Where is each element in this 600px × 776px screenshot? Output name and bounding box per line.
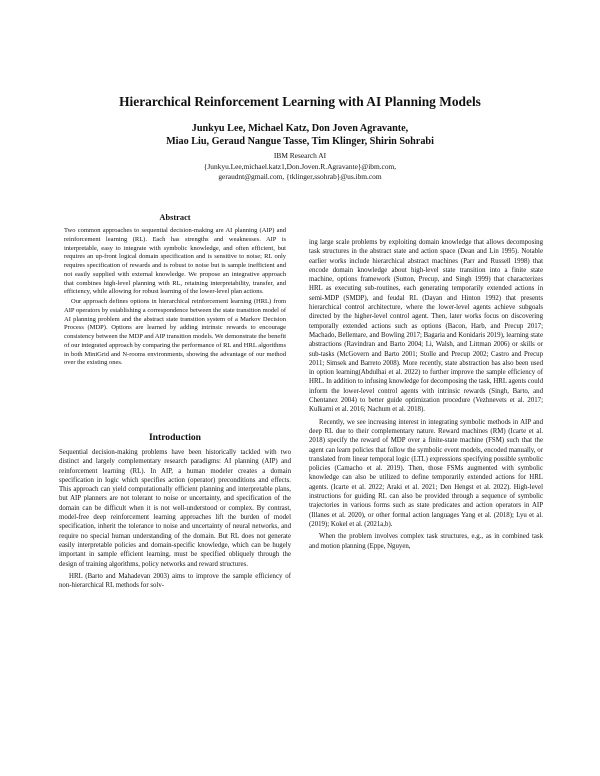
abstract-paragraph-1: Two common approaches to sequential decision-making are AI planning (AIP) and reinforcement learning (RL). Each has strengths and weaknesses. AIP is interpretable, easy to integrate with symbolic knowledge, and often efficient, but requires an up-front logical domain specification and is sensitive to noise; RL only requires specification of rewards and is robust to noise but is sample inefficient and not easily supplied with external knowledge. We propose an integrative approach that combines high-level planning with RL, retaining interpretability, transfer, and efficiency, while allowing for robust learning of the lower-level plan actions. [64, 227, 286, 296]
introduction-body [59, 448, 291, 593]
right-paragraph-2: Recently, we see increasing interest in integrating symbolic methods in AIP and deep RL due to their complementary nature. Reward machines (RM) (Icarte et al. 2018) specify the reward of MDP over a finite-state machine (FSM) such that the agent can learn policies that follow the symbolic event models, encoded manually, or translated from linear temporal logic (LTL) expressions specifying possible symbolic policies (Camacho et al. 2019). Then, those FSMs augmented with symbolic knowledge can also be utilized to define temporarily extended actions for HRL agents. (Icarte et al. 2022; Araki et al. 2021; Den Hengst et al. 2022). High-level instructions for guiding RL can also be provided through a sequence of symbolic trajectories in various forms such as state predicates and action operators in AIP (Illanes et al. 2020), or other formal action languages Yang et al. (2018); Lyu et al. (2019); Kokel et al. (2021a,b). [309, 418, 543, 528]
affiliation: IBM Research AI [273, 151, 327, 160]
introduction-heading: Introduction [148, 432, 202, 443]
right-column [309, 238, 543, 554]
paper-title: Hierarchical Reinforcement Learning with AI Planning Models [119, 94, 481, 109]
author-line-2: Miao Liu, Geraud Nangue Tasse, Tim Klinger, Shirin Sohrabi [166, 136, 434, 147]
abstract-paragraph-2: Our approach defines options in hierarchical reinforcement learning (HRL) from AIP operators by establishing a correspondence between the state transition model of AI planning problem and the abstract state transition system of a Markov Decision Process (MDP). Options are learned by adding intrinsic rewards to encourage consistency between the MDP and AIP transition models. We demonstrate the benefit of our integrated approach by comparing the performance of RL and HRL algorithms in both MiniGrid and N-rooms environments, showing the advantage of our method over the existing ones. [64, 298, 286, 367]
intro-paragraph-2: HRL (Barto and Mahadevan 2003) aims to improve the sample efficiency of non-hierarchical RL methods for solv- [59, 572, 291, 590]
abstract-section [59, 212, 291, 369]
email-line-2: geraudnt@gmail.com, {tklinger,ssohrab}@us.ibm.com [218, 172, 382, 182]
author-list [0, 122, 600, 148]
abstract-heading: Abstract [159, 213, 191, 222]
affiliation-block [0, 151, 600, 183]
right-paragraph-3: When the problem involves complex task structures, e.g., as in combined task and motion planning (Eppe, Nguyen, [309, 533, 543, 550]
intro-paragraph-1: Sequential decision-making problems have been historically tackled with two distinct and largely complementary research paradigms: AI planning (AIP) and reinforcement learning (RL). In AIP, a human modeler creates a domain specification in logic which specifies action (operator) preconditions and effects. This approach can yield computationally efficient planning and interpretable plans, but AIP planners are not tolerant to noise or uncertainty, and specification of the domain can be difficult when it is not well-understood or complex. By contrast, model-free deep reinforcement learning approaches lift the burden of model specification, inherit the tolerance to noise and uncertainty of neural networks, and require no special human understanding of the domain. But RL does not generate easily interpretable policies and domain-specific knowledge, which can be hugely important in sample efficient learning, must be specified obliquely through the design of training algorithms, policy networks and reward structures. [59, 449, 291, 568]
abstract-body [64, 227, 286, 368]
email-line-1: {Junkyu.Lee,michael.katz1,Don.Joven.R.Agravante}@ibm.com, [203, 161, 397, 171]
right-paragraph-1: ing large scale problems by exploiting domain knowledge that allows decomposing task structures in the abstract state and action space (Dean and Lin 1995). Notable earlier works include hierarchical abstract machines (Parr and Russell 1998) that encode domain knowledge about high-level state transition into a finite state machine, options framework (Sutton, Precup, and Singh 1999) that characterizes HRL as executing sub-routines, each generating temporarily extended actions in semi-MDP (SMDP), and feudal RL (Dayan and Hinton 1992) that presents hierarchical control architecture, where the lower-level agents achieve subgoals directed by the higher-level control agent. Then, later works focus on discovering temporally extended actions such as options (Bacon, Harb, and Precup 2017; Machado, Bellemare, and Bowling 2017; Bagaria and Konidaris 2019), learning state abstractions (Ravindran and Barto 2004; Li, Walsh, and Littman 2006) or skills or sub-tasks (McGovern and Barto 2001; Stolle and Precup 2002; Castro and Precup 2011; Simsek and Barreto 2008). More recently, state abstraction has also been used in option learning(Abdulhai et al. 2022) to further improve the sample efficiency of HRL. In addition to infusing knowledge for decomposing the task, HRL agents could inform the lower-level control agents with intrinsic rewards (Singh, Barto, and Chentanez 2004) to better guide optimization procedure (Vezhnevets et al. 2017; Kulkarni et al. 2016; Nachum et al. 2018). [309, 239, 543, 414]
author-line-1: Junkyu Lee, Michael Katz, Don Joven Agravante, [191, 123, 409, 134]
